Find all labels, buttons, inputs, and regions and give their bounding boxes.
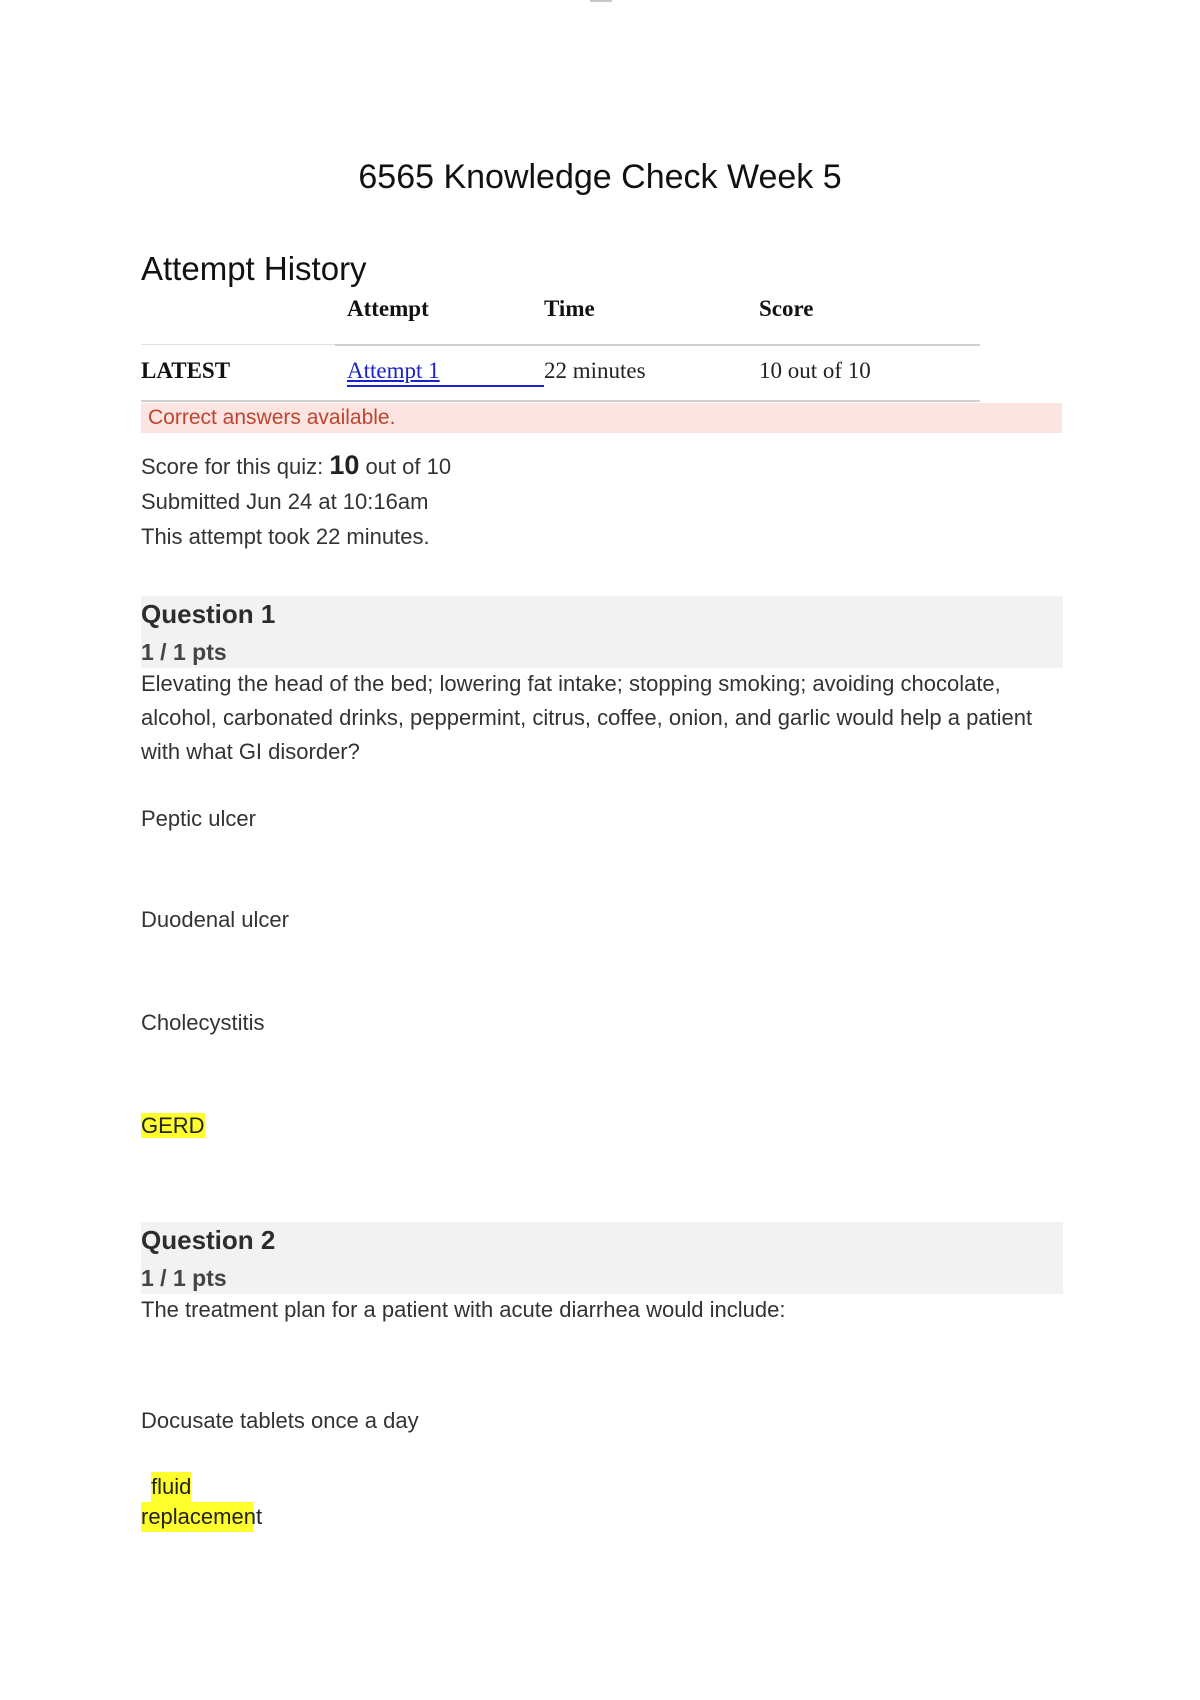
table-rule-left	[141, 344, 335, 345]
score-prefix: Score for this quiz:	[141, 454, 330, 479]
page-top-mark	[590, 0, 612, 2]
attempt-duration: This attempt took 22 minutes.	[141, 524, 430, 549]
highlighted-correct-answer: GERD	[141, 1113, 205, 1138]
latest-label: LATEST	[141, 358, 231, 383]
question-1-header	[141, 596, 1063, 668]
question-2-highlighted-answer-line-2[interactable]: replacement	[141, 1502, 253, 1532]
score-value: 10	[329, 450, 360, 480]
question-1-answer-4[interactable]	[141, 1113, 205, 1139]
attempt-link-underline	[347, 385, 544, 387]
question-2-highlighted-answer-line-1[interactable]: fluid	[151, 1472, 191, 1502]
question-2-header	[141, 1222, 1063, 1294]
correct-answers-notice: Correct answers available.	[141, 403, 1062, 433]
question-1-answer-2[interactable]: Duodenal ulcer	[141, 907, 289, 932]
column-header-score: Score	[759, 296, 814, 321]
attempt-history-heading: Attempt History	[141, 250, 367, 287]
question-1-answer-3[interactable]: Cholecystitis	[141, 1010, 265, 1035]
question-1-answer-1[interactable]: Peptic ulcer	[141, 806, 256, 831]
question-2-points: 1 / 1 pts	[141, 1265, 227, 1291]
quiz-score-line	[141, 450, 451, 481]
attempt-1-link[interactable]: Attempt 1	[347, 358, 440, 383]
attempt-score: 10 out of 10	[759, 358, 871, 383]
question-1-points: 1 / 1 pts	[141, 639, 227, 665]
page-title: 6565 Knowledge Check Week 5	[358, 158, 842, 196]
question-1-title: Question 1	[141, 599, 276, 629]
question-1-text: Elevating the head of the bed; lowering fat intake; stopping smoking; avoiding chocolate, alcohol, carbonated drinks, peppermint, citrus, coffee, onion, and garlic would help a patient with what GI disorder?	[141, 671, 1033, 764]
score-suffix: out of 10	[359, 454, 452, 479]
table-header-divider	[335, 344, 980, 346]
table-row-divider	[141, 400, 980, 402]
question-2-title: Question 2	[141, 1225, 276, 1255]
attempt-time: 22 minutes	[544, 358, 646, 383]
column-header-time: Time	[544, 296, 595, 321]
question-2-answer-1[interactable]: Docusate tablets once a day	[141, 1408, 419, 1433]
question-2-text: The treatment plan for a patient with acute diarrhea would include:	[141, 1297, 786, 1322]
submitted-timestamp: Submitted Jun 24 at 10:16am	[141, 489, 429, 514]
column-header-attempt: Attempt	[347, 296, 429, 321]
